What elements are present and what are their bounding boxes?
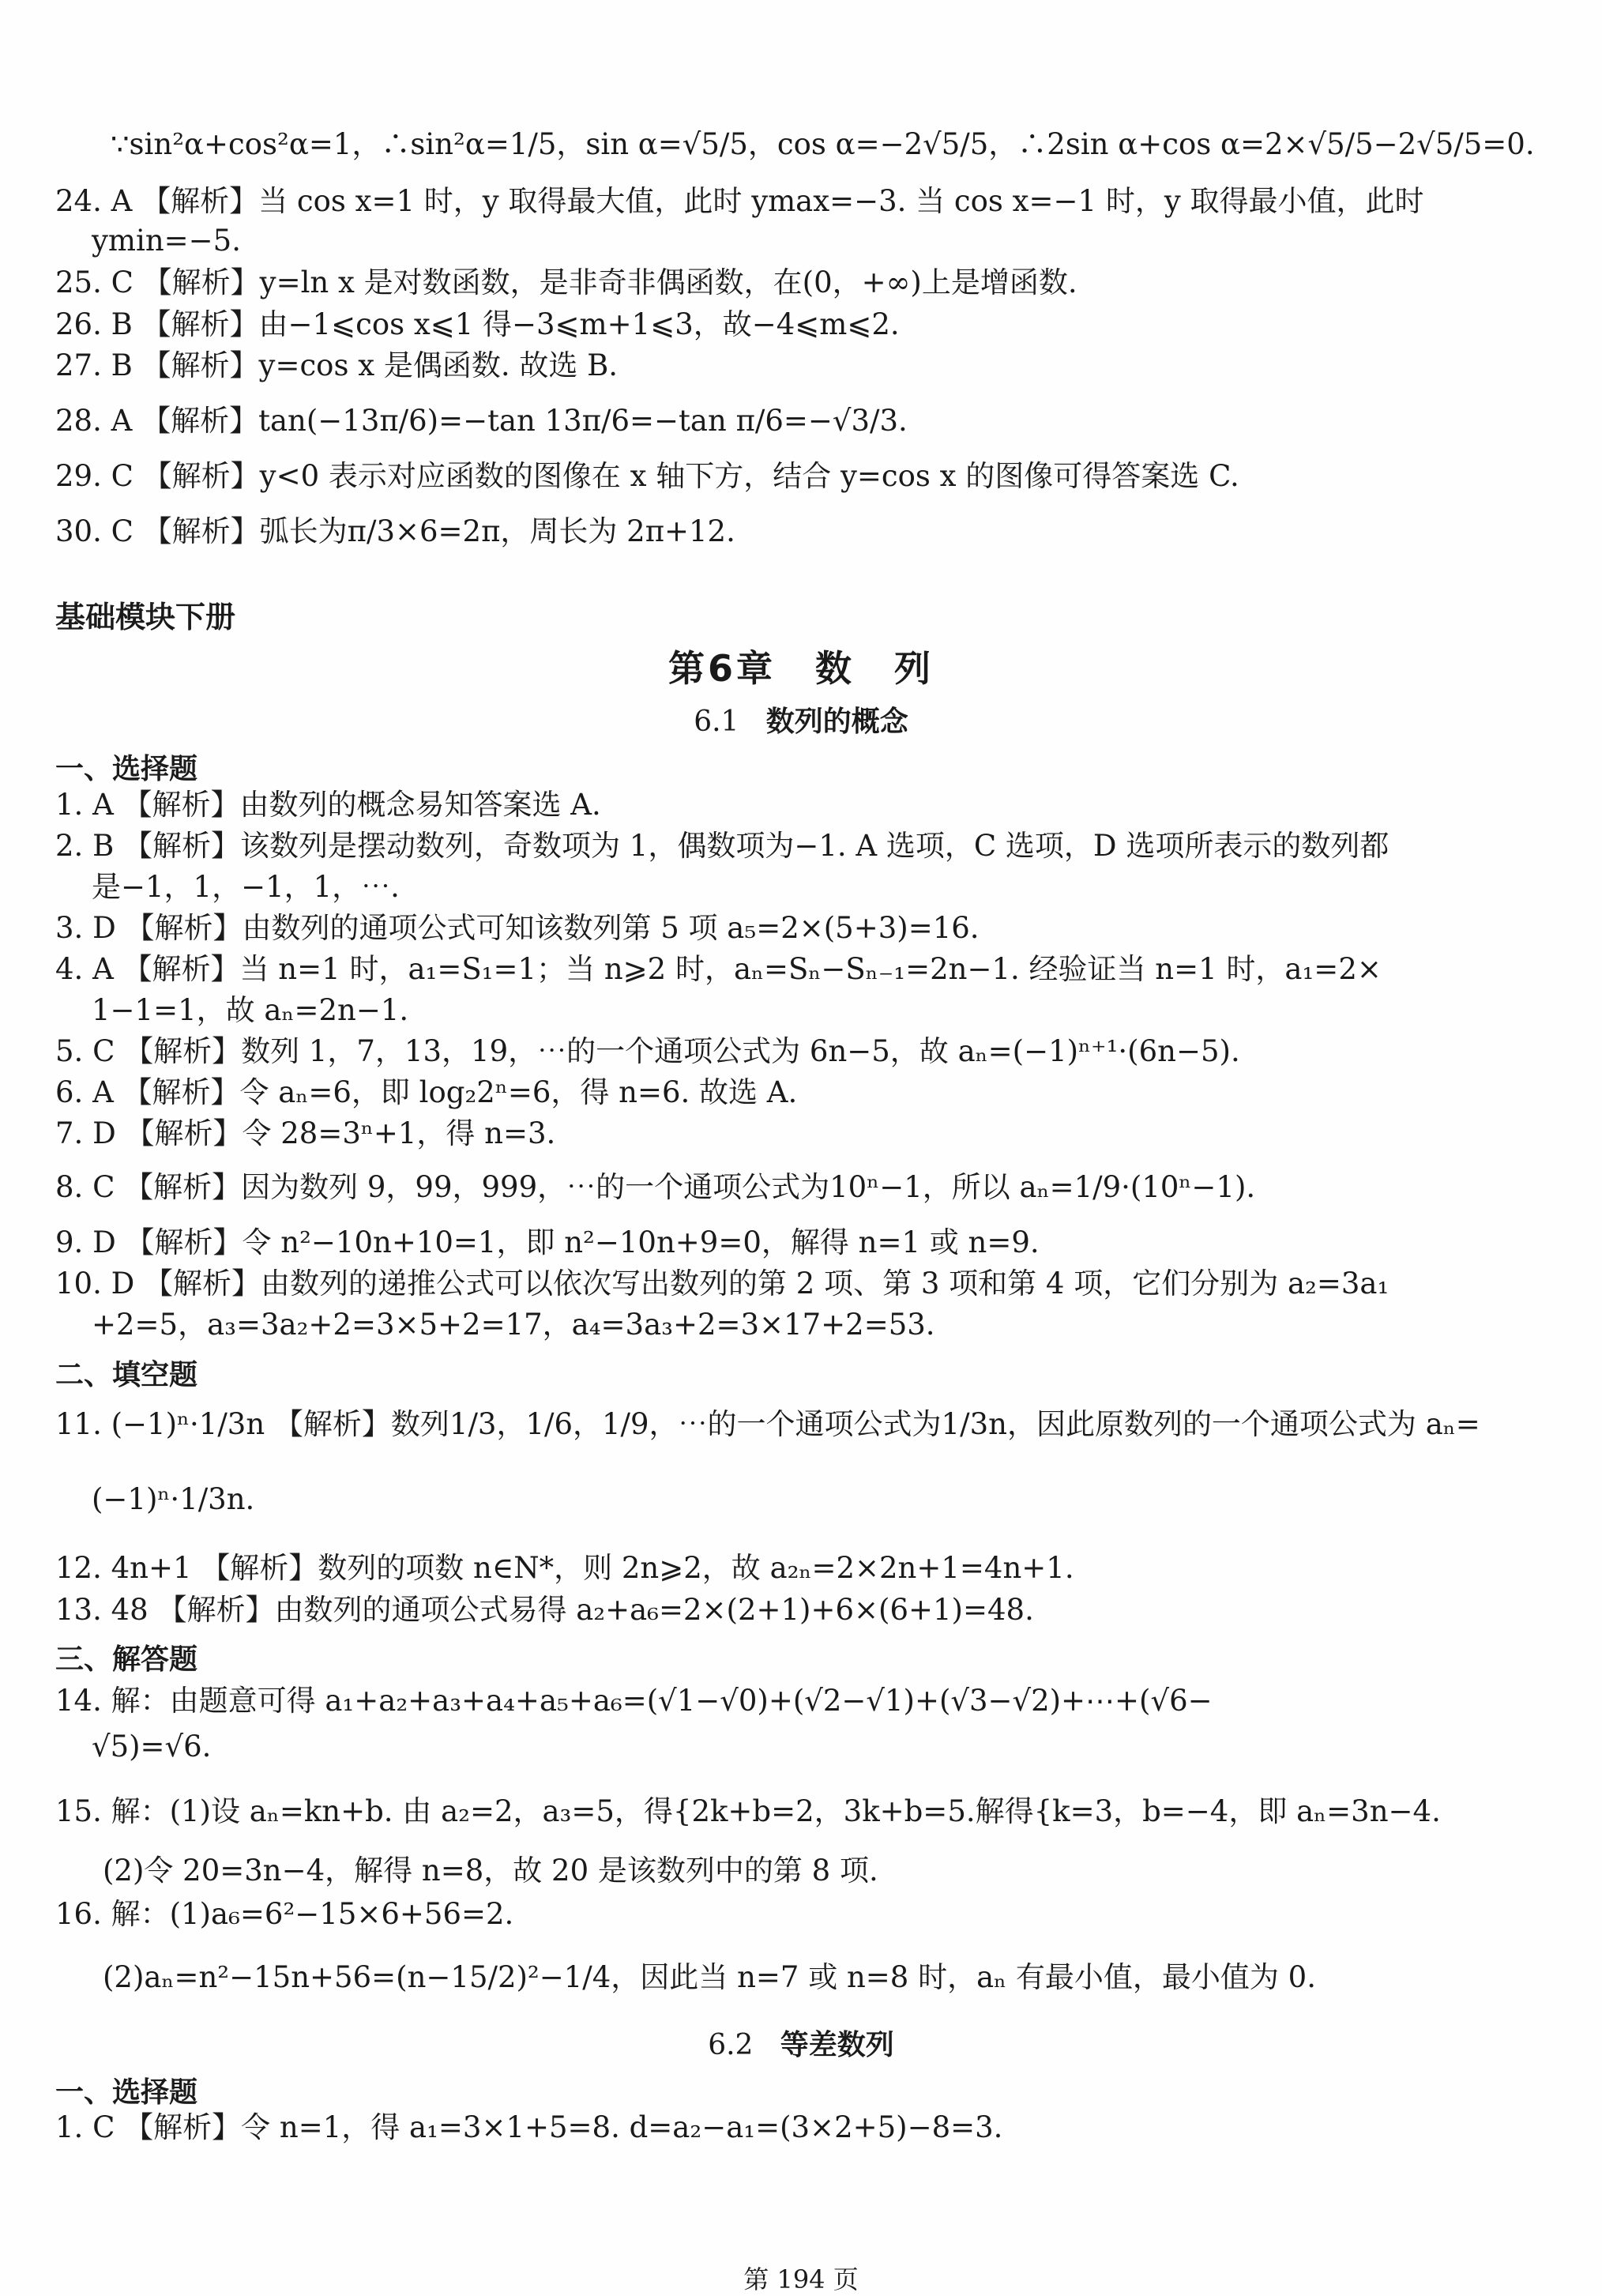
chapter-title: 第6章 数 列 [668,647,934,690]
section-title: 数列的概念 [765,706,908,738]
answer-line: 1. A 【解析】由数列的概念易知答案选 A. [55,788,601,822]
answer-line: 5. C 【解析】数列 1，7，13，19，⋯的一个通项公式为 6n−5，故 aₙ=(−1)ⁿ⁺¹·(6n−5). [55,1034,1240,1068]
answer-line: (2)aₙ=n²−15n+56=(n−15/2)²−1/4，因此当 n=7 或 n=8 时，aₙ 有最小值，最小值为 0. [103,1960,1316,1994]
answer-line: 15. 解：(1)设 aₙ=kn+b. 由 a₂=2，a₃=5，得{2k+b=2，3k+b=5.解得{k=3，b=−4，即 aₙ=3n−4. [55,1794,1441,1828]
answer-line: 8. C 【解析】因为数列 9，99，999，⋯的一个通项公式为10ⁿ−1，所以 aₙ=1/9·(10ⁿ−1). [55,1170,1256,1204]
section-heading-6-2 [55,2023,1547,2063]
heading-fill: 二、填空题 [55,1359,198,1391]
answer-line: 14. 解：由题意可得 a₁+a₂+a₃+a₄+a₅+a₆=(√1−√0)+(√2−√1)+(√3−√2)+⋯+(√6− [55,1684,1213,1718]
answer-line: 1−1=1，故 aₙ=2n−1. [92,993,409,1027]
heading-choice-2: 一、选择题 [55,2076,198,2109]
answer-line: √5)=√6. [92,1730,212,1763]
section-title: 等差数列 [780,2029,894,2061]
answer-line: 25. C 【解析】y=ln x 是对数函数，是非奇非偶函数，在(0，+∞)上是增函数. [55,265,1077,299]
answer-line: 28. A 【解析】tan(−13π/6)=−tan 13π/6=−tan π/6=−√3/3. [55,404,908,438]
answer-line: 16. 解：(1)a₆=6²−15×6+56=2. [55,1897,514,1931]
answer-line: 11. (−1)ⁿ·1/3n 【解析】数列1/3，1/6，1/9，⋯的一个通项公式为1/3n，因此原数列的一个通项公式为 aₙ= [55,1407,1480,1441]
answer-line: (2)令 20=3n−4，解得 n=8，故 20 是该数列中的第 8 项. [103,1854,878,1888]
heading-choice: 一、选择题 [55,753,198,785]
answer-line: 6. A 【解析】令 aₙ=6，即 log₂2ⁿ=6，得 n=6. 故选 A. [55,1075,798,1109]
answer-line: 30. C 【解析】弧长为π/3×6=2π，周长为 2π+12. [55,514,735,548]
page-footer: 第 194 页 [743,2264,859,2294]
answer-line: 9. D 【解析】令 n²−10n+10=1，即 n²−10n+9=0，解得 n=1 或 n=9. [55,1225,1040,1259]
answer-line: 26. B 【解析】由−1⩽cos x⩽1 得−3⩽m+1⩽3，故−4⩽m⩽2. [55,307,900,341]
answer-line: 7. D 【解析】令 28=3ⁿ+1，得 n=3. [55,1116,556,1150]
answer-line: ∵sin²α+cos²α=1，∴sin²α=1/5，sin α=√5/5，cos α=−2√5/5，∴2sin α+cos α=2×√5/5−2√5/5=0. [111,127,1535,161]
answer-line: 是−1，1，−1，1，⋯. [92,870,400,904]
answer-line: 12. 4n+1 【解析】数列的项数 n∈N*，则 2n⩾2，故 a₂ₙ=2×2n+1=4n+1. [55,1551,1074,1585]
answer-line: 24. A 【解析】当 cos x=1 时，y 取得最大值，此时 ymax=−3. 当 cos x=−1 时，y 取得最小值，此时 [55,184,1424,218]
section-number: 6.2 [708,2029,754,2061]
answer-line: +2=5，a₃=3a₂+2=3×5+2=17，a₄=3a₃+2=3×17+2=53. [92,1308,935,1342]
section-heading-6-1 [55,699,1547,740]
answer-line: 27. B 【解析】y=cos x 是偶函数. 故选 B. [55,348,619,382]
answer-line: 3. D 【解析】由数列的通项公式可知该数列第 5 项 a₅=2×(5+3)=16. [55,911,980,945]
heading-answer: 三、解答题 [55,1643,198,1676]
answer-line: 2. B 【解析】该数列是摆动数列，奇数项为 1，偶数项为−1. A 选项，C 选项，D 选项所表示的数列都 [55,829,1390,863]
answer-line: 29. C 【解析】y<0 表示对应函数的图像在 x 轴下方，结合 y=cos x 的图像可得答案选 C. [55,459,1239,493]
answer-line: (−1)ⁿ·1/3n. [92,1482,255,1516]
section-number: 6.1 [694,706,739,738]
answer-line: 13. 48 【解析】由数列的通项公式易得 a₂+a₆=2×(2+1)+6×(6+1)=48. [55,1593,1034,1627]
part-title: 基础模块下册 [55,600,236,634]
answer-line: ymin=−5. [92,224,241,258]
answer-line: 1. C 【解析】令 n=1，得 a₁=3×1+5=8. d=a₂−a₁=(3×2+5)−8=3. [55,2110,1003,2144]
answer-line: 10. D 【解析】由数列的递推公式可以依次写出数列的第 2 项、第 3 项和第 4 项，它们分别为 a₂=3a₁ [55,1267,1390,1300]
answer-line: 4. A 【解析】当 n=1 时，a₁=S₁=1；当 n⩾2 时，aₙ=Sₙ−Sₙ₋₁=2n−1. 经验证当 n=1 时，a₁=2× [55,952,1382,986]
